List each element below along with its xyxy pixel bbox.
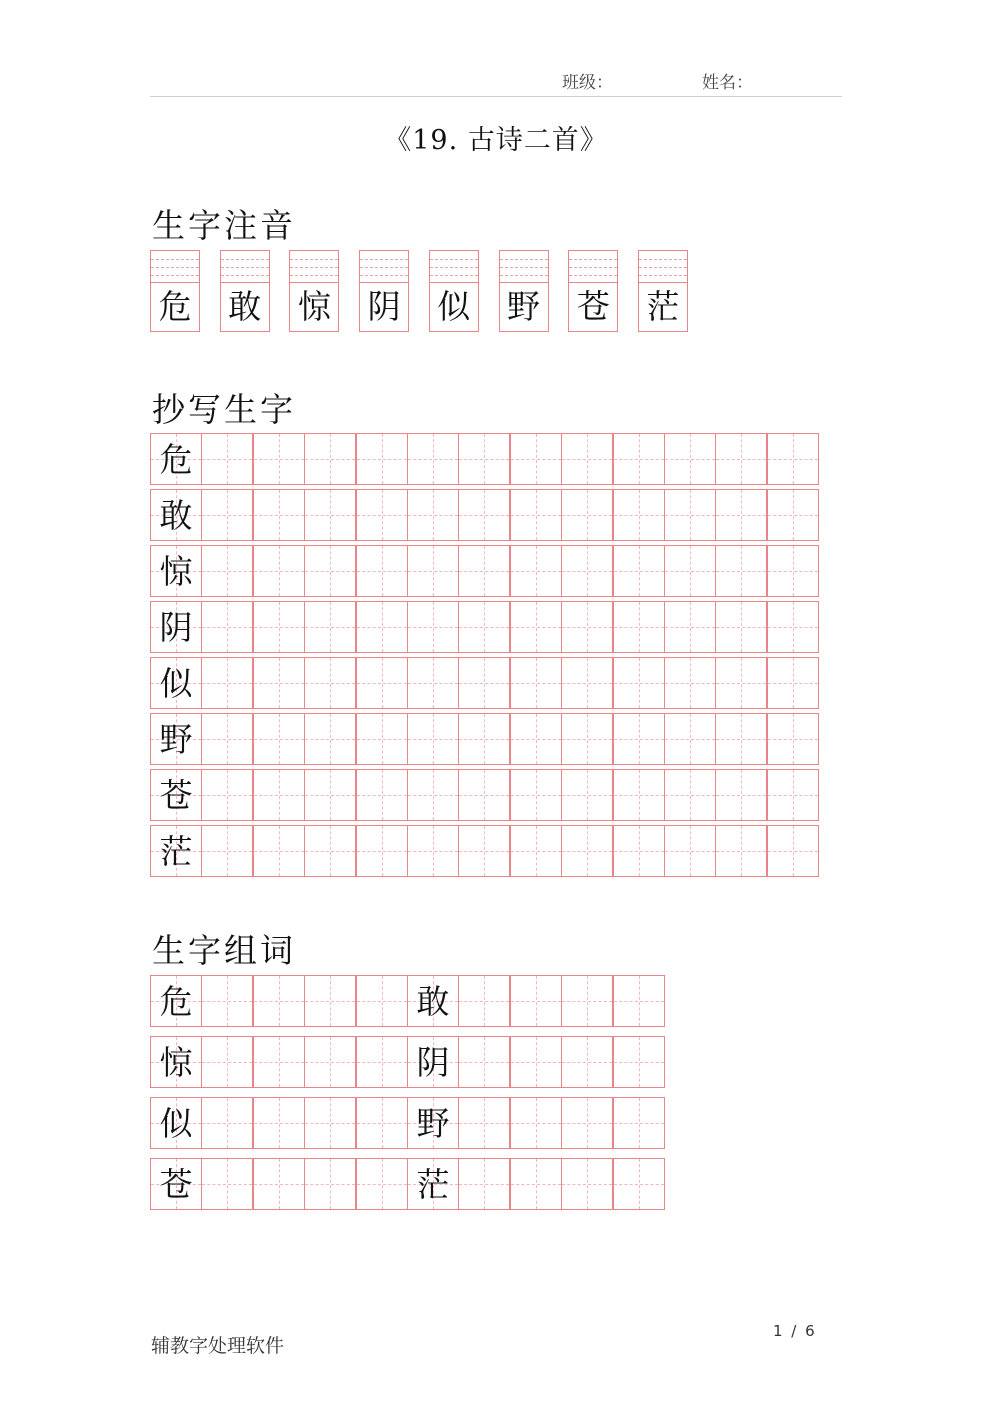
tianzige-cell[interactable] <box>253 1158 305 1210</box>
model-character: 苍 <box>159 1165 193 1204</box>
model-character: 似 <box>159 664 193 703</box>
tianzige-cell[interactable] <box>458 601 510 653</box>
pinyin-character: 茫 <box>646 287 680 326</box>
pinyin-character: 敢 <box>228 287 262 326</box>
tianzige-cell[interactable] <box>458 433 510 485</box>
tianzige-cell[interactable] <box>561 545 613 597</box>
tianzige-cell[interactable] <box>407 433 459 485</box>
tianzige-cell[interactable] <box>150 657 202 709</box>
footer-software-name: 辅教字处理软件 <box>151 1335 285 1357</box>
tianzige-cell[interactable] <box>613 825 665 877</box>
tianzige-cell[interactable] <box>458 713 510 765</box>
model-character: 似 <box>159 1104 193 1143</box>
tianzige-cell[interactable] <box>664 601 716 653</box>
tianzige-cell[interactable] <box>767 489 819 541</box>
pinyin-writing-lines[interactable] <box>360 251 408 283</box>
model-character: 危 <box>159 982 193 1021</box>
model-character: 茫 <box>416 1165 450 1204</box>
tianzige-cell[interactable] <box>613 433 665 485</box>
pinyin-character: 惊 <box>297 287 331 326</box>
tianzige-cell[interactable] <box>407 713 459 765</box>
tianzige-cell[interactable] <box>613 657 665 709</box>
tianzige-cell[interactable] <box>356 975 408 1027</box>
model-character: 茫 <box>159 832 193 871</box>
section-title-words: 生字组词 <box>152 931 296 970</box>
tianzige-cell[interactable] <box>407 545 459 597</box>
tianzige-cell[interactable] <box>767 713 819 765</box>
pinyin-guide-line <box>430 275 478 276</box>
pinyin-character: 似 <box>437 287 471 326</box>
tianzige-cell[interactable] <box>150 975 202 1027</box>
tianzige-cell[interactable] <box>356 769 408 821</box>
tianzige-cell[interactable] <box>150 433 202 485</box>
tianzige-cell[interactable] <box>253 713 305 765</box>
tianzige-cell[interactable] <box>767 545 819 597</box>
pinyin-character: 苍 <box>576 287 610 326</box>
tianzige-cell[interactable] <box>407 657 459 709</box>
section-title-pinyin: 生字注音 <box>152 206 296 245</box>
pinyin-box[interactable] <box>150 250 200 332</box>
model-character: 野 <box>416 1104 450 1143</box>
pinyin-guide-line <box>151 275 199 276</box>
pinyin-character: 危 <box>158 287 192 326</box>
pinyin-writing-lines[interactable] <box>221 251 269 283</box>
tianzige-cell[interactable] <box>561 1158 613 1210</box>
tianzige-cell[interactable] <box>510 1036 562 1088</box>
pinyin-guide-line <box>360 267 408 268</box>
tianzige-cell[interactable] <box>304 769 356 821</box>
tianzige-cell[interactable] <box>407 601 459 653</box>
tianzige-cell[interactable] <box>664 545 716 597</box>
tianzige-cell[interactable] <box>356 433 408 485</box>
tianzige-cell[interactable] <box>253 489 305 541</box>
tianzige-cell[interactable] <box>458 657 510 709</box>
model-character: 危 <box>159 440 193 479</box>
tianzige-cell[interactable] <box>613 1036 665 1088</box>
tianzige-cell[interactable] <box>407 1036 459 1088</box>
pinyin-guide-line <box>360 275 408 276</box>
page-title: 《19. 古诗二首》 <box>384 125 608 156</box>
tianzige-cell[interactable] <box>458 489 510 541</box>
tianzige-cell[interactable] <box>407 825 459 877</box>
tianzige-cell[interactable] <box>201 433 253 485</box>
tianzige-cell[interactable] <box>510 1097 562 1149</box>
tianzige-cell[interactable] <box>458 1036 510 1088</box>
pinyin-guide-line <box>639 267 687 268</box>
model-character: 野 <box>159 720 193 759</box>
tianzige-cell[interactable] <box>664 489 716 541</box>
tianzige-cell[interactable] <box>253 601 305 653</box>
section-title-copy: 抄写生字 <box>152 390 296 429</box>
tianzige-cell[interactable] <box>253 769 305 821</box>
tianzige-cell[interactable] <box>356 713 408 765</box>
tianzige-cell[interactable] <box>201 601 253 653</box>
tianzige-cell[interactable] <box>510 975 562 1027</box>
tianzige-cell[interactable] <box>304 601 356 653</box>
pinyin-guide-line <box>569 275 617 276</box>
tianzige-cell[interactable] <box>613 713 665 765</box>
tianzige-cell[interactable] <box>253 545 305 597</box>
tianzige-cell[interactable] <box>201 1097 253 1149</box>
model-character: 苍 <box>159 776 193 815</box>
pinyin-box[interactable] <box>499 250 549 332</box>
tianzige-cell[interactable] <box>356 1158 408 1210</box>
tianzige-cell[interactable] <box>304 545 356 597</box>
pinyin-writing-lines[interactable] <box>290 251 338 283</box>
tianzige-cell[interactable] <box>510 769 562 821</box>
tianzige-cell[interactable] <box>767 825 819 877</box>
pinyin-guide-line <box>221 275 269 276</box>
tianzige-cell[interactable] <box>253 433 305 485</box>
tianzige-cell[interactable] <box>458 1097 510 1149</box>
tianzige-cell[interactable] <box>253 657 305 709</box>
tianzige-cell[interactable] <box>150 769 202 821</box>
tianzige-cell[interactable] <box>510 545 562 597</box>
tianzige-cell[interactable] <box>767 657 819 709</box>
tianzige-cell[interactable] <box>407 975 459 1027</box>
tianzige-cell[interactable] <box>458 975 510 1027</box>
tianzige-cell[interactable] <box>613 545 665 597</box>
tianzige-cell[interactable] <box>356 489 408 541</box>
pinyin-guide-line <box>569 267 617 268</box>
tianzige-cell[interactable] <box>561 1036 613 1088</box>
tianzige-cell[interactable] <box>561 713 613 765</box>
pinyin-guide-line <box>290 267 338 268</box>
tianzige-cell[interactable] <box>715 713 767 765</box>
tianzige-cell[interactable] <box>356 601 408 653</box>
tianzige-cell[interactable] <box>458 1158 510 1210</box>
pinyin-guide-line <box>151 259 199 260</box>
pinyin-character: 野 <box>507 287 540 326</box>
pinyin-guide-line <box>500 275 548 276</box>
pinyin-guide-line <box>290 275 338 276</box>
tianzige-cell[interactable] <box>304 713 356 765</box>
tianzige-cell[interactable] <box>613 489 665 541</box>
tianzige-cell[interactable] <box>715 433 767 485</box>
pinyin-guide-line <box>500 259 548 260</box>
pinyin-box[interactable] <box>359 250 409 332</box>
tianzige-cell[interactable] <box>304 825 356 877</box>
pinyin-box[interactable] <box>429 250 479 332</box>
pinyin-guide-line <box>639 275 687 276</box>
tianzige-cell[interactable] <box>613 769 665 821</box>
tianzige-cell[interactable] <box>356 657 408 709</box>
tianzige-cell[interactable] <box>201 1036 253 1088</box>
pinyin-guide-line <box>639 259 687 260</box>
model-character: 敢 <box>159 496 193 535</box>
tianzige-cell[interactable] <box>407 489 459 541</box>
tianzige-cell[interactable] <box>561 433 613 485</box>
tianzige-cell[interactable] <box>150 489 202 541</box>
tianzige-cell[interactable] <box>150 601 202 653</box>
tianzige-cell[interactable] <box>150 545 202 597</box>
pinyin-guide-line <box>290 259 338 260</box>
tianzige-cell[interactable] <box>767 433 819 485</box>
pinyin-guide-line <box>360 259 408 260</box>
pinyin-guide-line <box>430 259 478 260</box>
model-character: 惊 <box>159 1043 193 1082</box>
tianzige-cell[interactable] <box>613 1158 665 1210</box>
tianzige-cell[interactable] <box>150 1158 202 1210</box>
tianzige-cell[interactable] <box>458 769 510 821</box>
tianzige-cell[interactable] <box>715 657 767 709</box>
pinyin-box[interactable] <box>638 250 688 332</box>
tianzige-cell[interactable] <box>561 489 613 541</box>
tianzige-cell[interactable] <box>304 657 356 709</box>
pinyin-guide-line <box>569 259 617 260</box>
pinyin-writing-lines[interactable] <box>639 251 687 283</box>
pinyin-guide-line <box>221 259 269 260</box>
page-number: 1 / 6 <box>773 1322 817 1340</box>
tianzige-cell[interactable] <box>150 1036 202 1088</box>
tianzige-cell[interactable] <box>664 825 716 877</box>
tianzige-cell[interactable] <box>253 1036 305 1088</box>
tianzige-cell[interactable] <box>510 657 562 709</box>
pinyin-guide-line <box>500 267 548 268</box>
tianzige-cell[interactable] <box>664 769 716 821</box>
tianzige-cell[interactable] <box>561 769 613 821</box>
tianzige-cell[interactable] <box>664 657 716 709</box>
tianzige-cell[interactable] <box>356 1036 408 1088</box>
tianzige-cell[interactable] <box>715 601 767 653</box>
tianzige-cell[interactable] <box>201 769 253 821</box>
tianzige-cell[interactable] <box>510 489 562 541</box>
tianzige-cell[interactable] <box>304 1158 356 1210</box>
pinyin-writing-lines[interactable] <box>151 251 199 283</box>
tianzige-cell[interactable] <box>304 489 356 541</box>
tianzige-cell[interactable] <box>407 769 459 821</box>
tianzige-cell[interactable] <box>458 825 510 877</box>
name-label: 姓名： <box>702 73 753 93</box>
tianzige-cell[interactable] <box>253 825 305 877</box>
tianzige-cell[interactable] <box>201 657 253 709</box>
tianzige-cell[interactable] <box>253 975 305 1027</box>
tianzige-cell[interactable] <box>304 433 356 485</box>
tianzige-cell[interactable] <box>201 825 253 877</box>
class-label: 班级： <box>562 73 613 93</box>
tianzige-cell[interactable] <box>561 825 613 877</box>
tianzige-cell[interactable] <box>356 825 408 877</box>
tianzige-cell[interactable] <box>253 1097 305 1149</box>
pinyin-writing-lines[interactable] <box>569 251 617 283</box>
tianzige-cell[interactable] <box>201 1158 253 1210</box>
tianzige-cell[interactable] <box>561 975 613 1027</box>
tianzige-cell[interactable] <box>613 1097 665 1149</box>
tianzige-cell[interactable] <box>561 601 613 653</box>
pinyin-box[interactable] <box>568 250 618 332</box>
tianzige-cell[interactable] <box>201 545 253 597</box>
header-divider <box>150 96 842 97</box>
pinyin-writing-lines[interactable] <box>430 251 478 283</box>
tianzige-cell[interactable] <box>201 975 253 1027</box>
tianzige-cell[interactable] <box>510 825 562 877</box>
tianzige-cell[interactable] <box>356 1097 408 1149</box>
pinyin-character: 阴 <box>367 287 401 326</box>
tianzige-cell[interactable] <box>150 713 202 765</box>
pinyin-guide-line <box>221 267 269 268</box>
tianzige-cell[interactable] <box>407 1097 459 1149</box>
tianzige-cell[interactable] <box>458 545 510 597</box>
tianzige-cell[interactable] <box>510 433 562 485</box>
pinyin-guide-line <box>430 267 478 268</box>
model-character: 惊 <box>159 552 193 591</box>
tianzige-cell[interactable] <box>613 975 665 1027</box>
tianzige-cell[interactable] <box>510 713 562 765</box>
model-character: 敢 <box>416 982 450 1021</box>
tianzige-cell[interactable] <box>561 1097 613 1149</box>
tianzige-cell[interactable] <box>407 1158 459 1210</box>
tianzige-cell[interactable] <box>767 769 819 821</box>
tianzige-cell[interactable] <box>304 975 356 1027</box>
tianzige-cell[interactable] <box>715 489 767 541</box>
tianzige-cell[interactable] <box>510 601 562 653</box>
tianzige-cell[interactable] <box>613 601 665 653</box>
tianzige-cell[interactable] <box>201 713 253 765</box>
tianzige-cell[interactable] <box>150 825 202 877</box>
tianzige-cell[interactable] <box>664 433 716 485</box>
pinyin-box[interactable] <box>220 250 270 332</box>
tianzige-cell[interactable] <box>715 545 767 597</box>
model-character: 阴 <box>416 1043 450 1082</box>
tianzige-cell[interactable] <box>715 825 767 877</box>
pinyin-writing-lines[interactable] <box>500 251 548 283</box>
tianzige-cell[interactable] <box>767 601 819 653</box>
tianzige-cell[interactable] <box>356 545 408 597</box>
model-character: 阴 <box>159 608 193 647</box>
tianzige-cell[interactable] <box>304 1097 356 1149</box>
tianzige-cell[interactable] <box>150 1097 202 1149</box>
tianzige-cell[interactable] <box>664 713 716 765</box>
tianzige-cell[interactable] <box>510 1158 562 1210</box>
tianzige-cell[interactable] <box>304 1036 356 1088</box>
pinyin-box[interactable] <box>289 250 339 332</box>
tianzige-cell[interactable] <box>561 657 613 709</box>
tianzige-cell[interactable] <box>201 489 253 541</box>
pinyin-guide-line <box>151 267 199 268</box>
tianzige-cell[interactable] <box>715 769 767 821</box>
